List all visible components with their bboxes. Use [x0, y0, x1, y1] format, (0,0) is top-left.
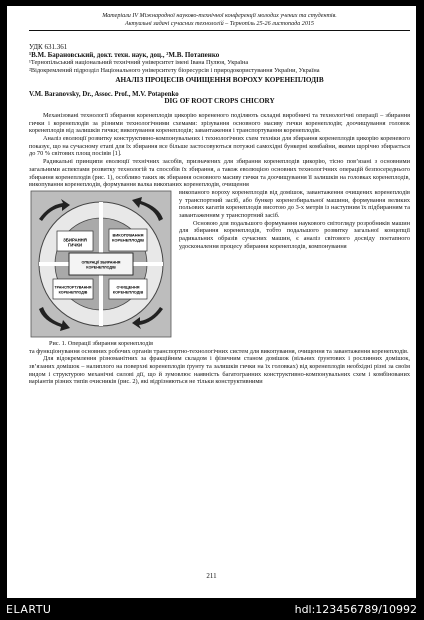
handle-id: hdl:123456789/10992	[294, 603, 417, 616]
figure-block	[29, 189, 410, 348]
paragraph-2: Аналіз еволюції розвитку конструктивно-компонувальних і технологічних схем техніки для збирання коренеплодів цикорію кореневого показує, що на сучасному етапі для їх збирання все більше застосовуються потужні самохідні бункерні комбайни, якими щорічно збирається до 70 % світових площ посівів [1].	[29, 135, 410, 158]
figure-side-text	[173, 189, 410, 348]
paragraph-1: Механізовані технології збирання коренеплодів цикорію корененого поділяють складні виробничі та технологічні операції – збирання гички і коренеплодів за різними технологічними схемами: зрізування основного масиву гички коренеплодів; доочищування головок коренеплодів від залишків гички; викопування коренеплодів; завантаження і транспортування коренеплодів.	[29, 111, 410, 135]
box-top-right-label: ВИКОПУВАННЯ КОРЕНЕПЛОДІВ	[111, 232, 145, 243]
paragraph-5: Для відокремлення різноманітних за фракційним складом і фізичним станом домішок (вільних ґрунтових і рослинних домішок, зв’язаних домішок – налиплого на поверхні коренеплодів ґрунту та залишків гички на їх головках) від коренеплодів необхідні різні за своїм видом і структурою механічні силові дії, що й зумовлює наявність багатогранних конструктивно-компонувальних схем і комбінованих варіантів різних типів очисників (рис. 2), які відрізняються не тільки конструктивними	[29, 355, 410, 386]
header-line-1: Матеріали IV Міжнародної науково-технічної конференції молодих учених та студентів.	[102, 13, 337, 19]
page-number: 211	[206, 572, 217, 580]
title-uk: АНАЛІЗ ПРОЦЕСІВ ОЧИЩЕННЯ ВОРОХУ КОРЕНЕПЛОДІВ	[115, 75, 324, 84]
affiliation-2: ²Відокремлений підрозділ Національного університету біоресурсів і природокористування України, Україна	[29, 67, 320, 75]
conference-header	[29, 12, 410, 28]
side-paragraph-2: Основою для подальшого формування наукового світогляду розробників машин для збирання коренеплодів, тобто подальшого розвитку загальної концепції радикальних образів сучасних машин, є аналіз світового досвіду поетапного удосконалення процесу збирання коренеплодів, компонування	[179, 219, 410, 250]
box-bottom-left-label: ТРАНСПОРТУВАННЯ КОРЕНЕПЛОДІВ	[54, 285, 92, 295]
figure-1	[29, 189, 173, 348]
box-bottom-right-label: ОЧИЩЕННЯ КОРЕНЕПЛОДІВ	[112, 285, 144, 295]
box-top-left-label: ЗБИРАННЯ ГИЧКИ	[63, 237, 87, 248]
authors-en: V.M. Baranovsky, Dr., Assoc. Prof., M.V. Potapenko	[29, 90, 179, 98]
paragraph-4: та функціонування основних робочих органів транспортно-технологічних систем для викопування, очищення та завантаження коренеплодів.	[29, 347, 409, 355]
header-rule	[29, 30, 410, 31]
header-line-2: Актуальні задачі сучасних технологій – Тернопіль 25-26 листопада 2015	[125, 21, 314, 27]
title-en: DIG OF ROOT CROPS CHICORY	[164, 97, 275, 106]
repository-label: ELARTU	[6, 603, 52, 616]
paper-page	[7, 6, 416, 598]
affiliation-1: ¹Тернопільський національний технічний університет імені Івана Пулюя, Україна	[29, 59, 249, 67]
harvest-operations-diagram	[29, 189, 173, 339]
article-body	[29, 44, 410, 386]
authors-uk: ¹В.М. Барановський, докт. техн. наук, доц., ²М.В. Потапенко	[29, 50, 220, 59]
paragraph-3: Радикальні принципи еволюції технічних засобів, призначених для збирання коренеплодів цикорію, тісно пов’язані з основними загальними аспектами розвитку технологій та способів їх збирання, а також еволюцією основних технологічних операцій безпосереднього збирання коренеплодів (рис. 1), особливо таких як збирання основного масиву гички та доочищування її залишків на головках коренеплодів, викопування коренеплодів, формування валка викопаних коренеплодів, очищення	[29, 158, 410, 189]
udk-code: УДК 631.361	[29, 43, 68, 51]
figure-caption: Рис. 1. Операції збирання коренеплодів	[49, 339, 153, 347]
side-paragraph-1: викопаного вороху коренеплодів від домішок, завантаження очищених коренеплодів у транспортний засіб, або бункер коренезбиральної машини, формування великих польових кагатів коренеплодів висотою до 3-х метрів із наступним їх підбиранням та завантаженням у транспортний засіб.	[179, 188, 410, 220]
box-center-label: ОПЕРАЦІЇ ЗБИРАННЯ КОРЕНЕПЛОДІВ	[81, 260, 121, 270]
